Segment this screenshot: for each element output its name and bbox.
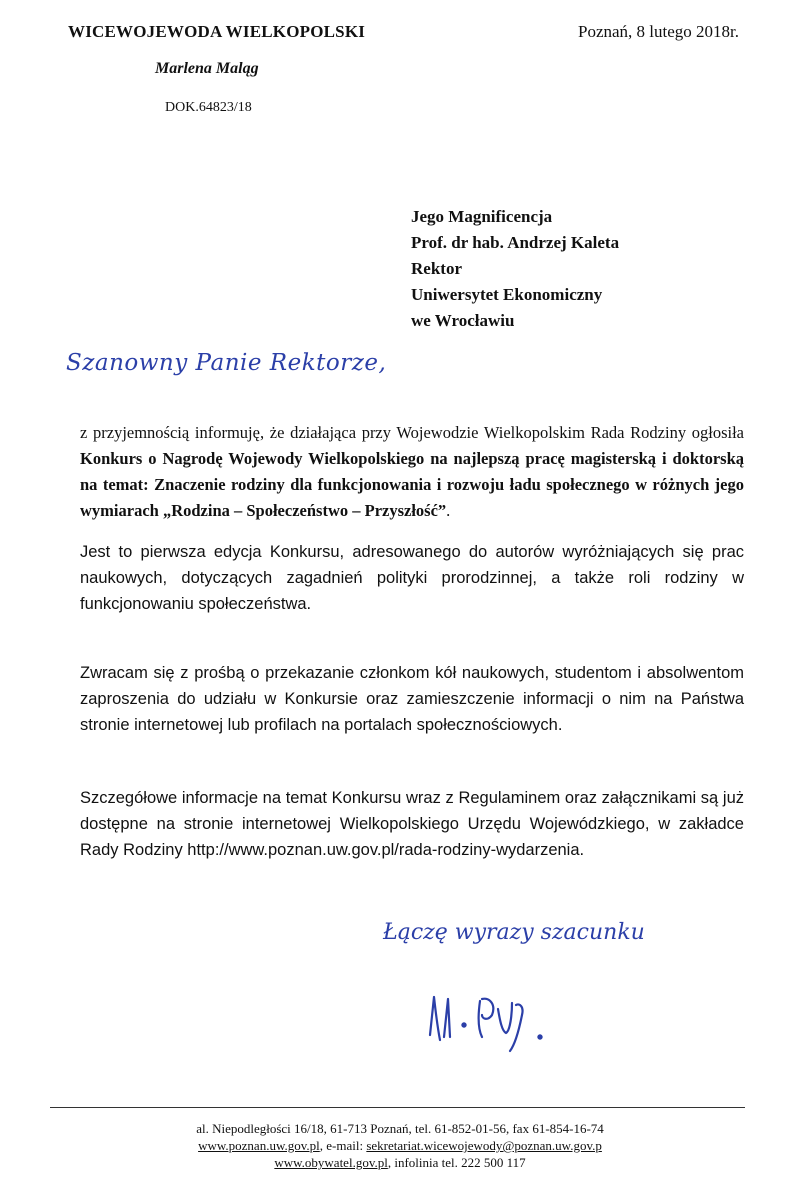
website-link[interactable]: www.poznan.uw.gov.pl <box>198 1138 320 1153</box>
paragraph-1-intro: z przyjemnością informuję, że działająca przy Wojewodzie Wielkopolskim Rada Rodziny ogłosiła <box>80 423 744 442</box>
email-link[interactable]: sekretariat.wicewojewody@poznan.uw.gov.p <box>366 1138 602 1153</box>
footer-web-email-line <box>50 1137 750 1154</box>
footer-divider <box>50 1107 745 1108</box>
recipient-line: Rektor <box>411 259 462 278</box>
official-name: Marlena Maląg <box>155 60 259 77</box>
paragraph-2: Jest to pierwsza edycja Konkursu, adresowanego do autorów wyróżniających się prac naukowych, dotyczących zagadnień polityki prorodzinnej, a także roli rodziny w funkcjonowaniu społeczeństwa. <box>80 543 744 613</box>
office-title: WICEWOJEWODA WIELKOPOLSKI <box>68 22 366 41</box>
paragraph-1-contest-title: Konkurs o Nagrodę Wojewody Wielkopolskiego na najlepszą pracę magisterską i doktorską na temat: Znaczenie rodziny dla funkcjonowania i rozwoju ładu społecznego w różnych jego wymiarach „Rodzina – Społeczeństwo – Przyszłość” <box>80 449 744 520</box>
recipient-line: we Wrocławiu <box>411 311 515 330</box>
paragraph-3: Zwracam się z prośbą o przekazanie członkom kół naukowych, studentom i absolwentom zaproszenia do udziału w Konkursie oraz zamieszczenie informacji o nim na Państwa stronie internetowej lub profilach na portalach społecznościowych. <box>80 664 744 734</box>
paragraph-4: Szczegółowe informacje na temat Konkursu wraz z Regulaminem oraz załącznikami są już dostępne na stronie internetowej Wielkopolskiego Urzędu Wojewódzkiego, w zakładce Rady Rodziny http://www.poznan.uw.gov.pl/rada-rodziny-wydarzenia. <box>80 789 744 859</box>
recipient-line: Uniwersytet Ekonomiczny <box>411 285 603 304</box>
paragraph-1-end: . <box>446 501 451 520</box>
paragraph-1 <box>80 420 744 524</box>
footer-infoline <box>50 1154 750 1171</box>
footer-contact <box>50 1120 750 1171</box>
recipient-block <box>411 204 619 334</box>
recipient-line: Prof. dr hab. Andrzej Kaleta <box>411 233 620 252</box>
recipient-line: Jego Magnificencja <box>411 207 553 226</box>
signature-icon <box>420 985 570 1055</box>
handwritten-salutation: Szanowny Panie Rektorze, <box>66 350 387 376</box>
footer-address: al. Niepodległości 16/18, 61-713 Poznań, tel. 61-852-01-56, fax 61-854-16-74 <box>196 1121 604 1136</box>
email-label: , e-mail: <box>319 1138 367 1153</box>
handwritten-closing: Łączę wyrazy szacunku <box>383 920 645 945</box>
letter-date: Poznań, 8 lutego 2018r. <box>578 22 740 41</box>
infoline-text: , infolinia tel. 222 500 117 <box>387 1155 526 1170</box>
obywatel-link[interactable]: www.obywatel.gov.pl <box>274 1155 388 1170</box>
document-reference: DOK.64823/18 <box>165 100 252 115</box>
